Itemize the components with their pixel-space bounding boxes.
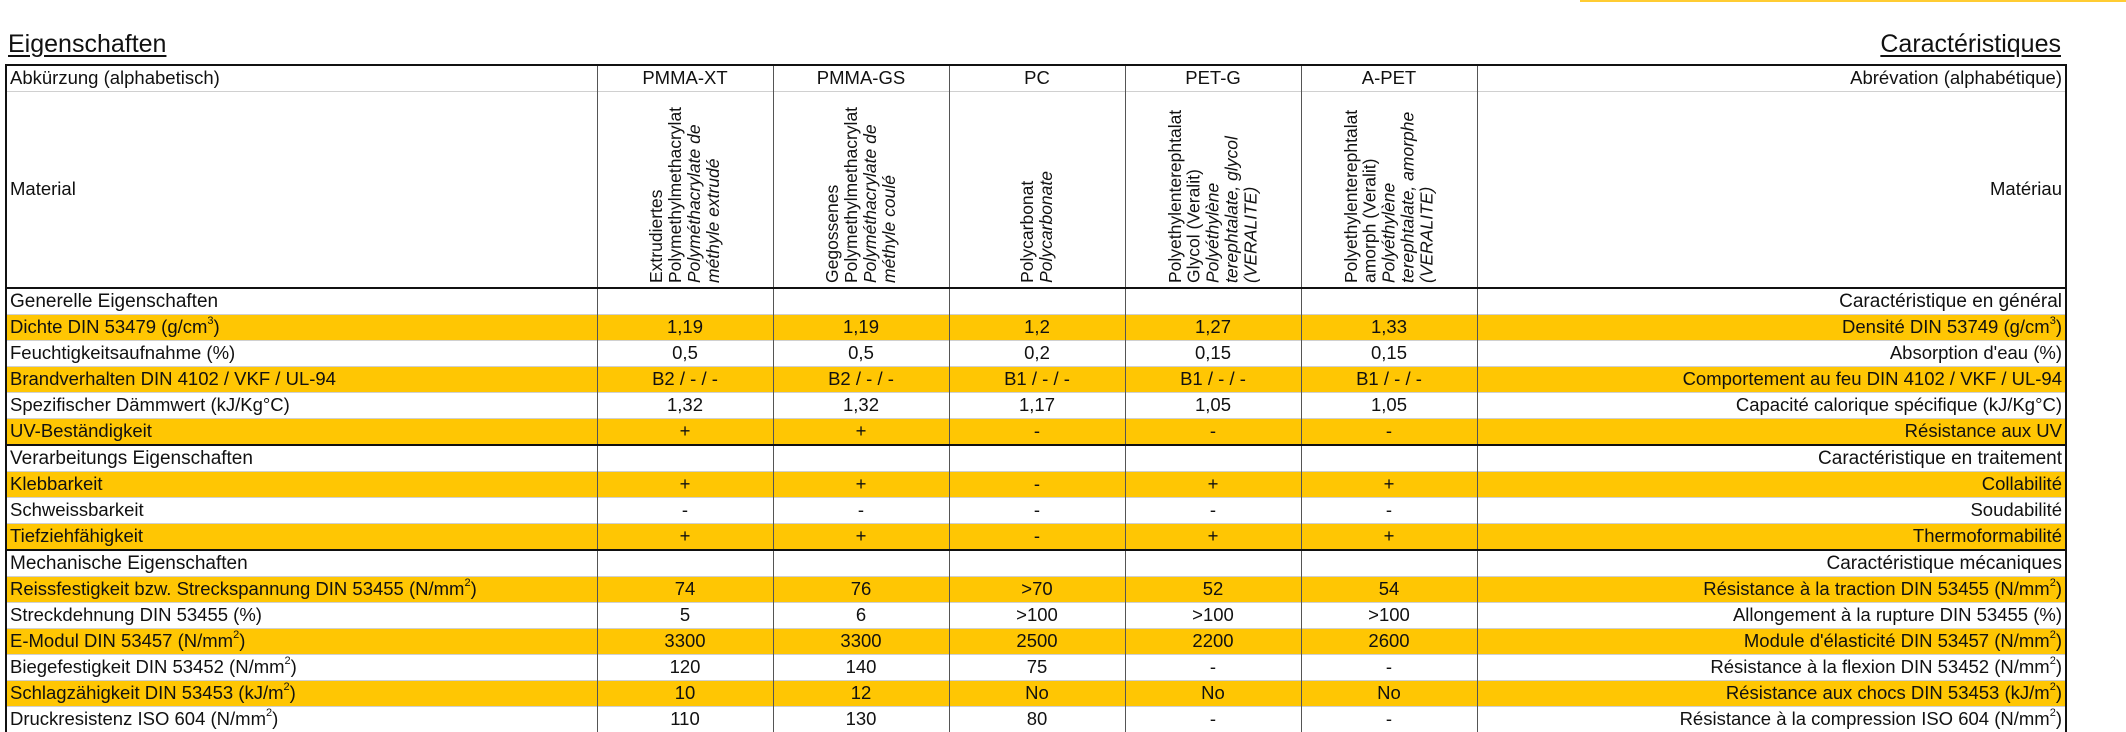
label-text: Druckresistenz ISO 604 (N/mm <box>10 708 266 729</box>
unit-exponent: 2 <box>2050 577 2056 589</box>
empty-cell <box>773 445 949 472</box>
label-suffix: ) <box>239 630 245 651</box>
value-cell: No <box>949 681 1125 707</box>
top-accent-line <box>1580 0 2126 2</box>
material-name <box>823 103 899 283</box>
value-cell: + <box>1125 524 1301 551</box>
value-cell: 74 <box>597 577 773 603</box>
value-cell: >100 <box>949 603 1125 629</box>
value-cell: B1 / - / - <box>949 367 1125 393</box>
property-label-fr <box>1477 629 2066 655</box>
column-header: PMMA-GS <box>773 65 949 92</box>
property-row <box>6 655 2066 681</box>
value-cell: - <box>1125 419 1301 446</box>
property-label-de <box>6 472 597 498</box>
column-header: A-PET <box>1301 65 1477 92</box>
section-title-fr: Caractéristique en traitement <box>1477 445 2066 472</box>
property-label-de <box>6 655 597 681</box>
empty-cell <box>597 445 773 472</box>
material-name <box>1018 171 1056 283</box>
property-label-de <box>6 577 597 603</box>
label-text: Allongement à la rupture DIN 53455 (%) <box>1733 604 2062 625</box>
property-label-fr <box>1477 498 2066 524</box>
label-text: Comportement au feu DIN 4102 / VKF / UL-94 <box>1683 368 2062 389</box>
value-cell: + <box>773 524 949 551</box>
value-cell: 110 <box>597 707 773 732</box>
value-cell: 75 <box>949 655 1125 681</box>
section-row <box>6 445 2066 472</box>
empty-cell <box>1125 445 1301 472</box>
material-name <box>647 103 723 283</box>
material-name-cell <box>773 92 949 289</box>
property-label-fr <box>1477 315 2066 341</box>
value-cell: - <box>773 498 949 524</box>
header-fr: Abrévation (alphabétique) <box>1477 65 2066 92</box>
unit-exponent: 2 <box>266 707 272 719</box>
value-cell: + <box>597 524 773 551</box>
value-cell: 10 <box>597 681 773 707</box>
empty-cell <box>1125 288 1301 315</box>
value-cell: 1,17 <box>949 393 1125 419</box>
empty-cell <box>1125 550 1301 577</box>
label-text: Résistance à la traction DIN 53455 (N/mm <box>1703 578 2050 599</box>
unit-exponent: 2 <box>2050 707 2056 719</box>
value-cell: - <box>597 498 773 524</box>
header-row <box>6 65 2066 92</box>
property-label-de <box>6 341 597 367</box>
column-header: PET-G <box>1125 65 1301 92</box>
value-cell: 130 <box>773 707 949 732</box>
value-cell: 80 <box>949 707 1125 732</box>
property-label-fr <box>1477 577 2066 603</box>
property-label-de <box>6 498 597 524</box>
label-text: Spezifischer Dämmwert (kJ/Kg°C) <box>10 394 290 415</box>
empty-cell <box>1301 550 1477 577</box>
value-cell: 1,32 <box>773 393 949 419</box>
label-text: UV-Beständigkeit <box>10 420 152 441</box>
material-name-cell <box>1125 92 1301 289</box>
unit-exponent: 3 <box>207 315 213 327</box>
label-text: Capacité calorique spécifique (kJ/Kg°C) <box>1736 394 2062 415</box>
value-cell: >100 <box>1125 603 1301 629</box>
material-name-fr: Polyéthylène terephtalate, amorphe (VERALITE) <box>1379 111 1437 282</box>
label-text: Schweissbarkeit <box>10 499 144 520</box>
value-cell: 1,32 <box>597 393 773 419</box>
label-text: Module d'élasticité DIN 53457 (N/mm <box>1744 630 2050 651</box>
material-name-de: Polyethylenterephtalat Glycol (Veralit) <box>1165 109 1204 282</box>
label-text: Collabilité <box>1982 473 2062 494</box>
value-cell: B2 / - / - <box>597 367 773 393</box>
label-text: Soudabilité <box>1970 499 2062 520</box>
property-label-de <box>6 707 597 732</box>
label-suffix: ) <box>2056 630 2062 651</box>
material-de: Material <box>6 92 597 289</box>
label-text: Biegefestigkeit DIN 53452 (N/mm <box>10 656 285 677</box>
value-cell: B1 / - / - <box>1125 367 1301 393</box>
value-cell: 1,27 <box>1125 315 1301 341</box>
value-cell: - <box>949 498 1125 524</box>
header-de: Abkürzung (alphabetisch) <box>6 65 597 92</box>
property-row <box>6 577 2066 603</box>
property-label-de <box>6 681 597 707</box>
property-label-fr <box>1477 341 2066 367</box>
material-row <box>6 92 2066 289</box>
material-name-cell <box>949 92 1125 289</box>
section-title-fr: Caractéristique mécaniques <box>1477 550 2066 577</box>
value-cell: 54 <box>1301 577 1477 603</box>
material-name-cell <box>597 92 773 289</box>
property-row <box>6 603 2066 629</box>
material-name-cell <box>1301 92 1477 289</box>
label-suffix: ) <box>2056 578 2062 599</box>
material-name-fr: Polyméthacrylate de méthyle extrudé <box>684 124 723 283</box>
label-text: Schlagzähigkeit DIN 53453 (kJ/m <box>10 682 284 703</box>
value-cell: - <box>1301 655 1477 681</box>
label-text: Résistance aux chocs DIN 53453 (kJ/m <box>1726 682 2050 703</box>
property-row <box>6 681 2066 707</box>
value-cell: 2500 <box>949 629 1125 655</box>
label-text: Thermoformabilité <box>1913 525 2062 546</box>
value-cell: - <box>1301 707 1477 732</box>
unit-exponent: 2 <box>233 629 239 641</box>
value-cell: 0,15 <box>1301 341 1477 367</box>
property-row <box>6 341 2066 367</box>
value-cell: >100 <box>1301 603 1477 629</box>
property-row <box>6 367 2066 393</box>
value-cell: 2200 <box>1125 629 1301 655</box>
material-name <box>1342 103 1436 283</box>
label-suffix: ) <box>2056 708 2062 729</box>
value-cell: No <box>1125 681 1301 707</box>
label-text: Reissfestigkeit bzw. Streckspannung DIN 53455 (N/mm <box>10 578 464 599</box>
property-row <box>6 707 2066 732</box>
empty-cell <box>773 550 949 577</box>
label-text: Densité DIN 53749 (g/cm <box>1842 316 2050 337</box>
value-cell: + <box>773 472 949 498</box>
value-cell: 2600 <box>1301 629 1477 655</box>
label-text: Résistance aux UV <box>1905 420 2062 441</box>
property-row <box>6 419 2066 446</box>
empty-cell <box>949 445 1125 472</box>
value-cell: + <box>1301 472 1477 498</box>
material-name-de: Polyethylenterephtalat amorph (Veralit) <box>1341 109 1380 282</box>
value-cell: 1,2 <box>949 315 1125 341</box>
empty-cell <box>597 550 773 577</box>
unit-exponent: 2 <box>2050 681 2056 693</box>
unit-exponent: 2 <box>2050 629 2056 641</box>
property-label-fr <box>1477 655 2066 681</box>
value-cell: - <box>1301 498 1477 524</box>
empty-cell <box>597 288 773 315</box>
property-row <box>6 498 2066 524</box>
label-suffix: ) <box>2056 656 2062 677</box>
value-cell: 3300 <box>773 629 949 655</box>
value-cell: 120 <box>597 655 773 681</box>
property-label-de <box>6 629 597 655</box>
section-title-de: Verarbeitungs Eigenschaften <box>6 445 597 472</box>
value-cell: B2 / - / - <box>773 367 949 393</box>
empty-cell <box>1301 445 1477 472</box>
label-text: Absorption d'eau (%) <box>1890 342 2062 363</box>
label-text: E-Modul DIN 53457 (N/mm <box>10 630 233 651</box>
value-cell: + <box>597 419 773 446</box>
value-cell: 0,15 <box>1125 341 1301 367</box>
unit-exponent: 2 <box>285 655 291 667</box>
property-label-fr <box>1477 472 2066 498</box>
value-cell: 1,05 <box>1125 393 1301 419</box>
empty-cell <box>949 550 1125 577</box>
value-cell: - <box>949 472 1125 498</box>
property-row <box>6 472 2066 498</box>
value-cell: 3300 <box>597 629 773 655</box>
label-text: Feuchtigkeitsaufnahme (%) <box>10 342 235 363</box>
section-title-de: Generelle Eigenschaften <box>6 288 597 315</box>
property-label-fr <box>1477 367 2066 393</box>
value-cell: No <box>1301 681 1477 707</box>
unit-exponent: 3 <box>2050 315 2056 327</box>
label-suffix: ) <box>214 316 220 337</box>
value-cell: - <box>1125 655 1301 681</box>
material-name-fr: Polyméthacrylate de méthyle coulé <box>860 124 899 283</box>
property-row <box>6 524 2066 551</box>
value-cell: 0,5 <box>597 341 773 367</box>
label-text: Dichte DIN 53479 (g/cm <box>10 316 207 337</box>
label-text: Brandverhalten DIN 4102 / VKF / UL-94 <box>10 368 336 389</box>
value-cell: 1,19 <box>597 315 773 341</box>
property-row <box>6 315 2066 341</box>
property-label-de <box>6 419 597 446</box>
material-name-de: Extrudiertes Polymethylmethacrylat <box>646 106 685 282</box>
label-text: Tiefziehfähigkeit <box>10 525 143 546</box>
property-label-fr <box>1477 419 2066 446</box>
value-cell: - <box>949 419 1125 446</box>
value-cell: + <box>1125 472 1301 498</box>
value-cell: + <box>597 472 773 498</box>
value-cell: - <box>949 524 1125 551</box>
property-label-de <box>6 315 597 341</box>
material-name-de: Gegossenes Polymethylmethacrylat <box>822 106 861 282</box>
section-title-de: Mechanische Eigenschaften <box>6 550 597 577</box>
label-suffix: ) <box>272 708 278 729</box>
property-label-fr <box>1477 524 2066 551</box>
value-cell: B1 / - / - <box>1301 367 1477 393</box>
label-suffix: ) <box>471 578 477 599</box>
unit-exponent: 2 <box>284 681 290 693</box>
property-label-fr <box>1477 707 2066 732</box>
label-suffix: ) <box>290 682 296 703</box>
value-cell: + <box>773 419 949 446</box>
property-label-fr <box>1477 681 2066 707</box>
empty-cell <box>949 288 1125 315</box>
value-cell: 0,5 <box>773 341 949 367</box>
property-label-de <box>6 393 597 419</box>
empty-cell <box>773 288 949 315</box>
label-suffix: ) <box>291 656 297 677</box>
value-cell: 1,19 <box>773 315 949 341</box>
section-row <box>6 550 2066 577</box>
property-label-fr <box>1477 393 2066 419</box>
empty-cell <box>1301 288 1477 315</box>
value-cell: 0,2 <box>949 341 1125 367</box>
material-name-fr: Polycarbonate <box>1036 171 1056 283</box>
value-cell: 12 <box>773 681 949 707</box>
heading-fr: Caractéristiques <box>1880 30 2061 59</box>
column-header: PC <box>949 65 1125 92</box>
material-name <box>1166 103 1260 283</box>
label-text: Résistance à la compression ISO 604 (N/mm <box>1680 708 2050 729</box>
property-row <box>6 629 2066 655</box>
value-cell: 6 <box>773 603 949 629</box>
material-name-fr: Polyéthylène terephtalate, glycol (VERALITE) <box>1203 136 1261 283</box>
heading-de: Eigenschaften <box>8 30 166 59</box>
value-cell: 5 <box>597 603 773 629</box>
label-text: Streckdehnung DIN 53455 (%) <box>10 604 262 625</box>
value-cell: >70 <box>949 577 1125 603</box>
label-text: Klebbarkeit <box>10 473 103 494</box>
value-cell: 76 <box>773 577 949 603</box>
property-label-de <box>6 524 597 551</box>
unit-exponent: 2 <box>464 577 470 589</box>
column-header: PMMA-XT <box>597 65 773 92</box>
value-cell: + <box>1301 524 1477 551</box>
property-label-de <box>6 603 597 629</box>
value-cell: 1,05 <box>1301 393 1477 419</box>
section-title-fr: Caractéristique en général <box>1477 288 2066 315</box>
value-cell: 1,33 <box>1301 315 1477 341</box>
value-cell: - <box>1125 498 1301 524</box>
value-cell: 140 <box>773 655 949 681</box>
label-text: Résistance à la flexion DIN 53452 (N/mm <box>1710 656 2049 677</box>
label-suffix: ) <box>2056 316 2062 337</box>
value-cell: 52 <box>1125 577 1301 603</box>
properties-table <box>5 64 2067 732</box>
property-row <box>6 393 2066 419</box>
label-suffix: ) <box>2056 682 2062 703</box>
material-fr: Matériau <box>1477 92 2066 289</box>
material-name-de: Polycarbonat <box>1017 180 1037 282</box>
property-label-de <box>6 367 597 393</box>
value-cell: - <box>1301 419 1477 446</box>
property-label-fr <box>1477 603 2066 629</box>
unit-exponent: 2 <box>2050 655 2056 667</box>
value-cell: - <box>1125 707 1301 732</box>
section-row <box>6 288 2066 315</box>
